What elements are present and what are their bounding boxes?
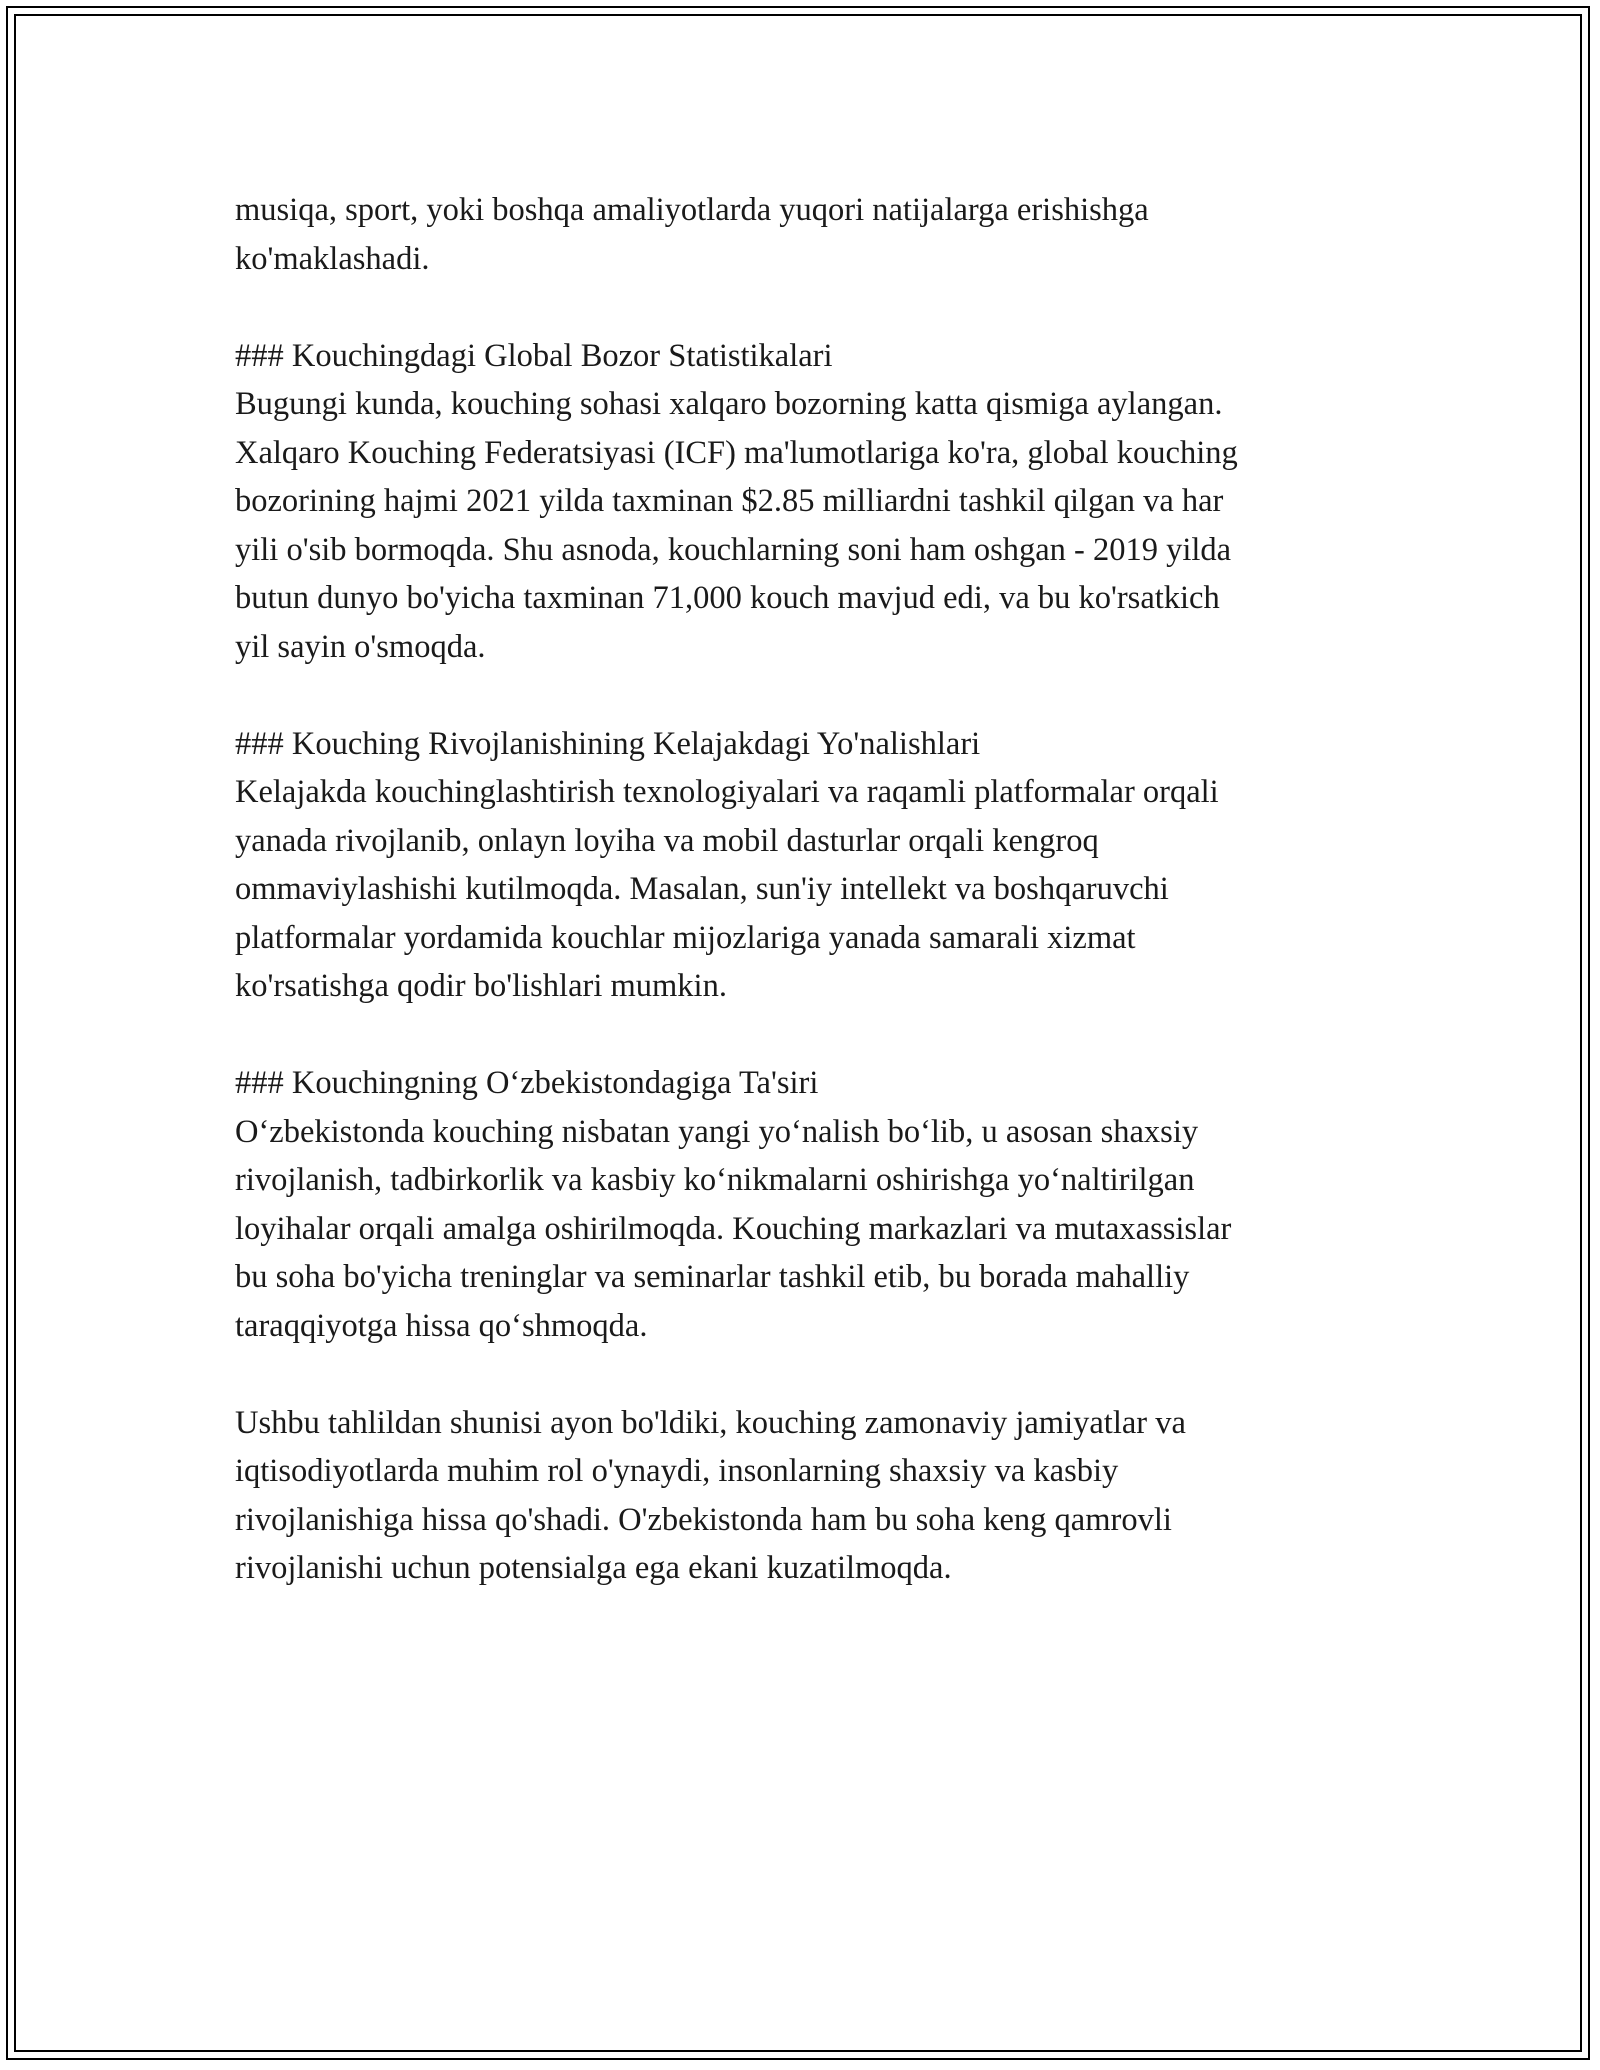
section-paragraph: Oʻzbekistonda kouching nisbatan yangi yoʻnalish boʻlib, u asosan shaxsiy rivojlanish, tadbirkorlik va kasbiy koʻnikmalarni oshirishga yoʻnaltirilgan loyihalar orqali amalga oshirilmoqda. Kouching markazlari va mutaxassislar bu soha bo'yicha treninglar va seminarlar tashkil etib, bu borada mahalliy taraqqiyotga hissa qoʻshmoqda. (235, 1113, 1232, 1344)
section-future-directions (235, 720, 1395, 1011)
intro-paragraph: musiqa, sport, yoki boshqa amaliyotlarda yuqori natijalarga erishishga ko'maklashadi. (235, 192, 1149, 277)
section-heading: ### Kouchingning Oʻzbekistondagiga Ta'siri (235, 1065, 819, 1101)
document-body (235, 186, 1395, 1641)
section-global-market-statistics (235, 332, 1395, 672)
section-uzbekistan-impact (235, 1059, 1395, 1350)
section-paragraph: Bugungi kunda, kouching sohasi xalqaro bozorning katta qismiga aylangan. Xalqaro Kouching Federatsiyasi (ICF) ma'lumotlariga ko'ra, global kouching bozorining hajmi 2021 yilda taxminan $2.85 milliardni tashkil qilgan va har yili o'sib bormoqda. Shu asnoda, kouchlarning soni ham oshgan - 2019 yilda butun dunyo bo'yicha taxminan 71,000 kouch mavjud edi, va bu ko'rsatkich yil sayin o'smoqda. (235, 386, 1238, 665)
section-heading: ### Kouching Rivojlanishining Kelajakdagi Yo'nalishlari (235, 725, 981, 762)
section-heading: ### Kouchingdagi Global Bozor Statistikalari (235, 337, 833, 374)
conclusion-paragraph: Ushbu tahlildan shunisi ayon bo'ldiki, kouching zamonaviy jamiyatlar va iqtisodiyotlarda muhim rol o'ynaydi, insonlarning shaxsiy va kasbiy rivojlanishiga hissa qo'shadi. O'zbekistonda ham bu soha keng qamrovli rivojlanishi uchun potensialga ega ekani kuzatilmoqda. (235, 1404, 1186, 1586)
section-paragraph: Kelajakda kouchinglashtirish texnologiyalari va raqamli platformalar orqali yanada rivojlanib, onlayn loyiha va mobil dasturlar orqali kengroq ommaviylashishi kutilmoqda. Masalan, sun'iy intellekt va boshqaruvchi platformalar yordamida kouchlar mijozlariga yanada samarali xizmat ko'rsatishga qodir bo'lishlari mumkin. (235, 774, 1219, 1004)
